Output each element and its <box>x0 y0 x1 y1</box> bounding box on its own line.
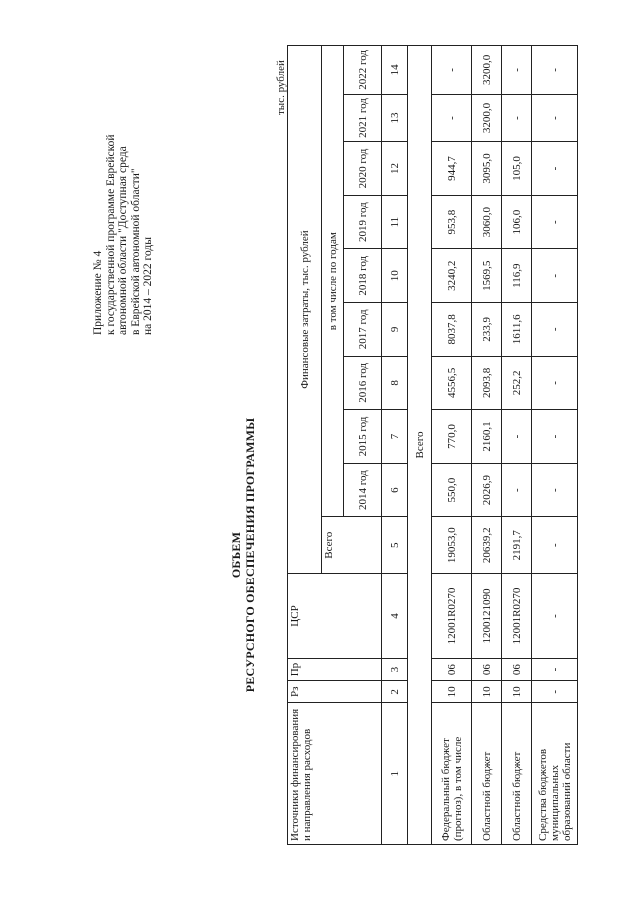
row-total: 20639,2 <box>472 517 502 574</box>
header-rz: Рз <box>288 681 382 703</box>
title-line-2: РЕСУРСНОГО ОБЕСПЕЧЕНИЯ ПРОГРАММЫ <box>242 417 257 693</box>
row-year-value: 770,0 <box>432 410 472 464</box>
row-year-value: 105,0 <box>502 142 532 196</box>
row-source: Областной бюджет <box>472 703 502 845</box>
row-year-value: 8037,8 <box>432 303 472 357</box>
col-number: 11 <box>382 195 408 249</box>
row-year-value: - <box>432 46 472 95</box>
row-year-value: 1569,5 <box>472 249 502 303</box>
row-year-value: 3200,0 <box>472 94 502 142</box>
col-number: 3 <box>382 658 408 680</box>
row-year-value: - <box>532 249 578 303</box>
row-pr: 06 <box>432 658 472 680</box>
row-year-value: - <box>432 94 472 142</box>
table-row <box>502 46 532 845</box>
col-number: 4 <box>382 574 408 659</box>
section-total: Всего <box>408 46 432 845</box>
header-year: 2018 год <box>344 249 382 303</box>
col-number: 5 <box>382 517 408 574</box>
document-title <box>230 215 257 895</box>
col-number: 13 <box>382 94 408 142</box>
row-year-value: 2093,8 <box>472 356 502 410</box>
header-year: 2019 год <box>344 195 382 249</box>
annex-line: Приложение № 4 <box>92 250 104 335</box>
row-year-value: 550,0 <box>432 463 472 517</box>
row-total: 19053,0 <box>432 517 472 574</box>
row-year-value: - <box>502 463 532 517</box>
table-row <box>432 46 472 845</box>
row-rz: 10 <box>472 681 502 703</box>
row-pr: 06 <box>502 658 532 680</box>
header-pr: Пр <box>288 658 382 680</box>
col-number: 1 <box>382 703 408 845</box>
header-year: 2016 год <box>344 356 382 410</box>
header-year: 2015 год <box>344 410 382 464</box>
row-source: Средства бюджетов муниципальных образований области <box>532 703 578 845</box>
row-year-value: 116,9 <box>502 249 532 303</box>
unit-label: тыс. рублей <box>275 60 287 115</box>
row-csr: 1200121090 <box>472 574 502 659</box>
annex-line: к государственной программе Еврейской <box>104 134 117 335</box>
row-year-value: 106,0 <box>502 195 532 249</box>
row-year-value: - <box>532 410 578 464</box>
title-line-1: ОБЪЕМ <box>229 531 243 579</box>
row-year-value: - <box>502 410 532 464</box>
row-csr: 12001R0270 <box>502 574 532 659</box>
row-total: 2191,7 <box>502 517 532 574</box>
col-number: 7 <box>382 410 408 464</box>
annex-line: в Еврейской автономной области" <box>129 168 142 335</box>
row-year-value: - <box>532 463 578 517</box>
row-year-value: 944,7 <box>432 142 472 196</box>
row-year-value: 2160,1 <box>472 410 502 464</box>
col-number: 14 <box>382 46 408 95</box>
row-rz: 10 <box>502 681 532 703</box>
row-year-value: - <box>502 46 532 95</box>
annex-line: автономной области "Доступная среда <box>117 146 130 335</box>
row-year-value: 3095,0 <box>472 142 502 196</box>
row-year-value: 233,9 <box>472 303 502 357</box>
table-row <box>532 46 578 845</box>
col-number: 9 <box>382 303 408 357</box>
col-number: 6 <box>382 463 408 517</box>
row-year-value: 3200,0 <box>472 46 502 95</box>
column-number-row <box>382 46 408 845</box>
header-csr: ЦСР <box>288 574 382 659</box>
row-year-value: 2026,9 <box>472 463 502 517</box>
header-total: Всего <box>322 517 382 574</box>
header-year: 2021 год <box>344 94 382 142</box>
header-year: 2022 год <box>344 46 382 95</box>
row-pr: - <box>532 658 578 680</box>
row-total: - <box>532 517 578 574</box>
header-year: 2020 год <box>344 142 382 196</box>
row-year-value: 953,8 <box>432 195 472 249</box>
row-year-value: 252,2 <box>502 356 532 410</box>
header-costs: Финансовые затраты, тыс. рублей <box>288 46 322 574</box>
annex-heading <box>92 134 155 335</box>
row-year-value: - <box>532 195 578 249</box>
col-number: 2 <box>382 681 408 703</box>
header-source: Источники финансирования и направления расходов <box>288 703 382 845</box>
row-rz: - <box>532 681 578 703</box>
col-number: 10 <box>382 249 408 303</box>
table-row <box>472 46 502 845</box>
header-year: 2014 год <box>344 463 382 517</box>
row-year-value: 1611,6 <box>502 303 532 357</box>
row-year-value: - <box>532 46 578 95</box>
row-source: Областной бюджет <box>502 703 532 845</box>
annex-line: на 2014 – 2022 годы <box>142 237 155 335</box>
row-rz: 10 <box>432 681 472 703</box>
row-year-value: - <box>502 94 532 142</box>
row-pr: 06 <box>472 658 502 680</box>
header-by-years: в том числе по годам <box>322 46 344 517</box>
row-source: Федеральный бюджет (прогноз), в том числе <box>432 703 472 845</box>
row-year-value: - <box>532 142 578 196</box>
row-year-value: 4556,5 <box>432 356 472 410</box>
col-number: 8 <box>382 356 408 410</box>
row-csr: 12001R0270 <box>432 574 472 659</box>
row-year-value: - <box>532 356 578 410</box>
col-number: 12 <box>382 142 408 196</box>
row-year-value: 3240,2 <box>432 249 472 303</box>
header-year: 2017 год <box>344 303 382 357</box>
row-year-value: - <box>532 94 578 142</box>
row-year-value: 3060,0 <box>472 195 502 249</box>
row-csr: - <box>532 574 578 659</box>
row-year-value: - <box>532 303 578 357</box>
resource-table <box>287 45 578 845</box>
